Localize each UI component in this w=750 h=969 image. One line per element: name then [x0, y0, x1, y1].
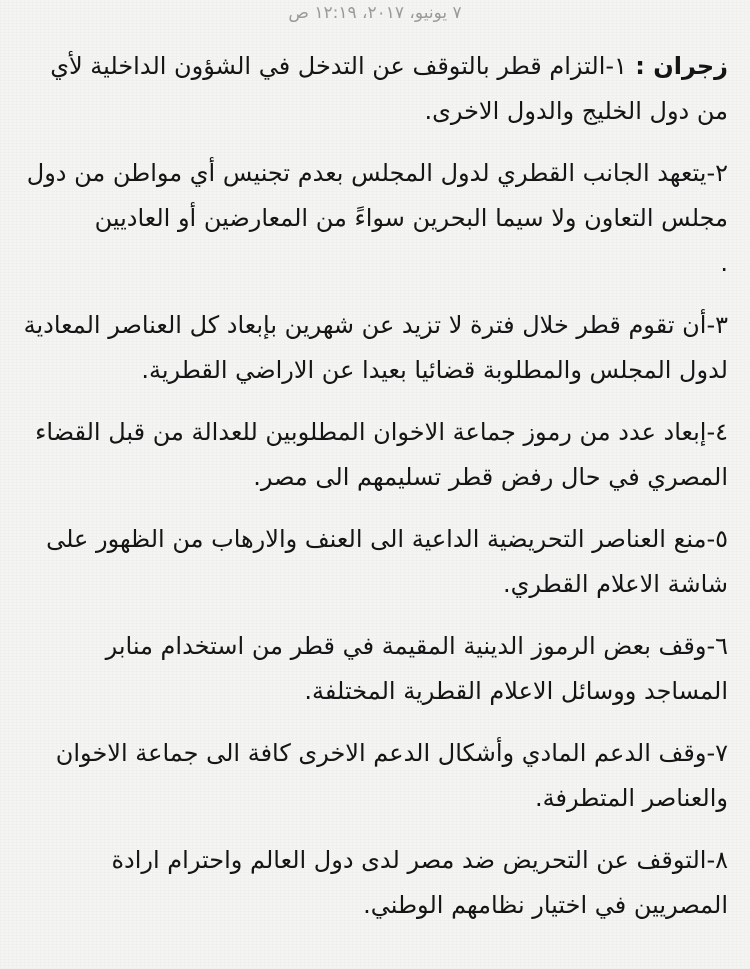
- note-item-8-text: ٨-التوقف عن التحريض ضد مصر لدى دول العالم واحترام ارادة المصريين في اختيار نظامهم الوطني.: [111, 846, 728, 919]
- note-item-8: [22, 838, 728, 928]
- note-item-3-text: ٣-أن تقوم قطر خلال فترة لا تزيد عن شهرين بإبعاد كل العناصر المعادية لدول المجلس والمطلوبة قضائيا بعيدا عن الاراضي القطرية.: [23, 311, 728, 384]
- note-lead-word: زجران :: [626, 52, 728, 80]
- note-body[interactable]: [22, 44, 728, 945]
- note-timestamp: ٧ يونيو، ٢٠١٧، ١٢:١٩ ص: [288, 3, 462, 23]
- note-item-7-text: ٧-وقف الدعم المادي وأشكال الدعم الاخرى كافة الى جماعة الاخوان والعناصر المتطرفة.: [55, 739, 728, 812]
- note-item-2-trailing-dot: .: [720, 249, 728, 277]
- note-item-1: [22, 44, 728, 134]
- note-item-4-text: ٤-إبعاد عدد من رموز جماعة الاخوان المطلوبين للعدالة من قبل القضاء المصري في حال رفض قطر تسليمهم الى مصر.: [35, 418, 728, 491]
- note-item-6-text: ٦-وقف بعض الرموز الدينية المقيمة في قطر من استخدام منابر المساجد ووسائل الاعلام القطرية المختلفة.: [105, 632, 728, 705]
- note-item-2: [22, 151, 728, 286]
- note-item-5: [22, 517, 728, 607]
- note-item-1-text: ١-التزام قطر بالتوقف عن التدخل في الشؤون الداخلية لأي من دول الخليج والدول الاخرى.: [50, 52, 728, 125]
- note-item-3: [22, 303, 728, 393]
- note-item-7: [22, 731, 728, 821]
- note-item-2-text: ٢-يتعهد الجانب القطري لدول المجلس بعدم تجنيس أي مواطن من دول مجلس التعاون ولا سيما البحرين سواءً من المعارضين أو العاديين: [26, 159, 728, 232]
- note-item-6: [22, 624, 728, 714]
- note-item-4: [22, 410, 728, 500]
- note-item-5-text: ٥-منع العناصر التحريضية الداعية الى العنف والارهاب من الظهور على شاشة الاعلام القطري.: [46, 525, 728, 598]
